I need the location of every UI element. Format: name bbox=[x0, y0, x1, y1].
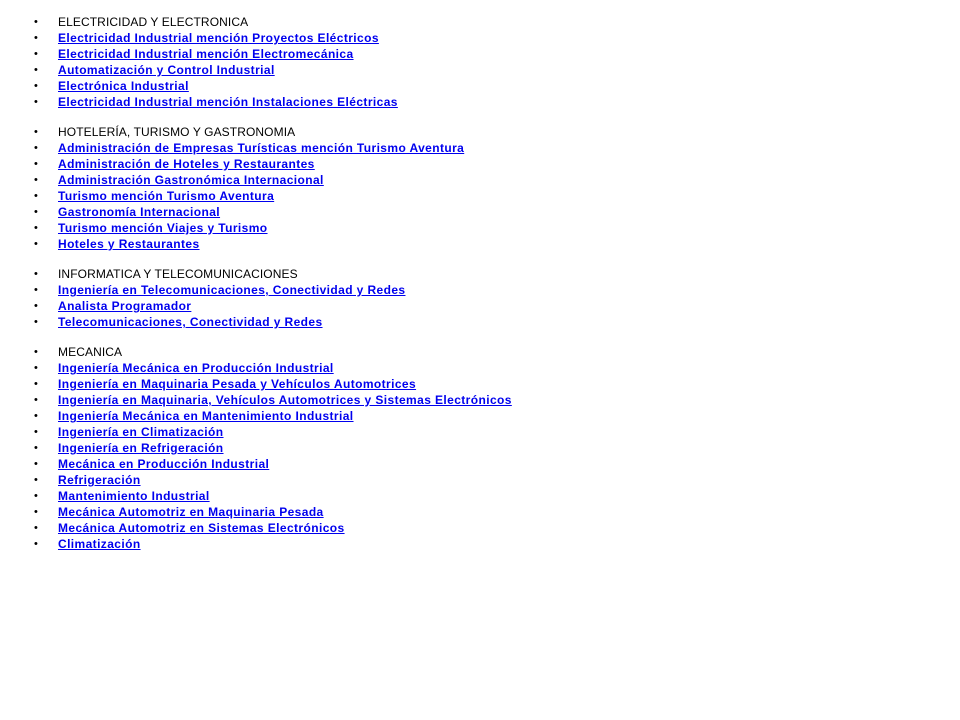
bullet-icon: • bbox=[34, 284, 38, 296]
program-link-climatizacion[interactable]: Climatización bbox=[58, 537, 141, 551]
program-link-ingenieria-en-maquinaria-vehiculos-automotrices-y-sistemas-electronicos[interactable]: Ingeniería en Maquinaria, Vehículos Automotrices y Sistemas Electrónicos bbox=[58, 393, 512, 407]
list-item bbox=[0, 46, 960, 62]
section-heading-row bbox=[0, 14, 960, 30]
list-item bbox=[0, 456, 960, 472]
list-item bbox=[0, 440, 960, 456]
list-item bbox=[0, 392, 960, 408]
list-item bbox=[0, 172, 960, 188]
list-item bbox=[0, 360, 960, 376]
section-informatica-y-telecomunicaciones bbox=[0, 266, 960, 330]
program-link-mecanica-automotriz-en-maquinaria-pesada[interactable]: Mecánica Automotriz en Maquinaria Pesada bbox=[58, 505, 324, 519]
section-mecanica bbox=[0, 344, 960, 552]
list-item bbox=[0, 220, 960, 236]
list-item bbox=[0, 204, 960, 220]
bullet-icon: • bbox=[34, 474, 38, 486]
list-item bbox=[0, 376, 960, 392]
bullet-icon: • bbox=[34, 300, 38, 312]
bullet-icon: • bbox=[34, 506, 38, 518]
program-link-administracion-de-empresas-turisticas-mencion-turismo-aventura[interactable]: Administración de Empresas Turísticas mención Turismo Aventura bbox=[58, 141, 465, 155]
bullet-icon: • bbox=[34, 142, 38, 154]
bullet-icon: • bbox=[34, 522, 38, 534]
bullet-icon: • bbox=[34, 64, 38, 76]
program-link-hoteles-y-restaurantes[interactable]: Hoteles y Restaurantes bbox=[58, 237, 200, 251]
bullet-icon: • bbox=[34, 490, 38, 502]
program-link-mantenimiento-industrial[interactable]: Mantenimiento Industrial bbox=[58, 489, 210, 503]
program-link-electricidad-industrial-mencion-instalaciones-electricas[interactable]: Electricidad Industrial mención Instalaciones Eléctricas bbox=[58, 95, 398, 109]
program-link-automatizacion-y-control-industrial[interactable]: Automatización y Control Industrial bbox=[58, 63, 275, 77]
program-link-ingenieria-en-refrigeracion[interactable]: Ingeniería en Refrigeración bbox=[58, 441, 224, 455]
bullet-icon: • bbox=[34, 16, 38, 28]
list-item bbox=[0, 488, 960, 504]
section-heading: INFORMATICA Y TELECOMUNICACIONES bbox=[58, 267, 298, 281]
program-link-gastronomia-internacional[interactable]: Gastronomía Internacional bbox=[58, 205, 221, 219]
list-item bbox=[0, 30, 960, 46]
program-link-ingenieria-en-telecomunicaciones-conectividad-y-redes[interactable]: Ingeniería en Telecomunicaciones, Conectividad y Redes bbox=[58, 283, 406, 297]
list-item bbox=[0, 314, 960, 330]
bullet-icon: • bbox=[34, 190, 38, 202]
list-item bbox=[0, 520, 960, 536]
bullet-icon: • bbox=[34, 316, 38, 328]
bullet-icon: • bbox=[34, 96, 38, 108]
section-electricidad-y-electronica bbox=[0, 14, 960, 110]
program-list-page bbox=[0, 14, 960, 566]
section-heading-row bbox=[0, 344, 960, 360]
list-item bbox=[0, 94, 960, 110]
program-link-telecomunicaciones-conectividad-y-redes[interactable]: Telecomunicaciones, Conectividad y Redes bbox=[58, 315, 323, 329]
bullet-icon: • bbox=[34, 268, 38, 280]
list-item bbox=[0, 140, 960, 156]
section-heading: MECANICA bbox=[58, 345, 123, 359]
bullet-icon: • bbox=[34, 174, 38, 186]
program-link-mecanica-automotriz-en-sistemas-electronicos[interactable]: Mecánica Automotriz en Sistemas Electrónicos bbox=[58, 521, 345, 535]
list-item bbox=[0, 424, 960, 440]
bullet-icon: • bbox=[34, 158, 38, 170]
bullet-icon: • bbox=[34, 346, 38, 358]
bullet-icon: • bbox=[34, 206, 38, 218]
bullet-icon: • bbox=[34, 410, 38, 422]
program-link-administracion-gastronomica-internacional[interactable]: Administración Gastronómica Internacional bbox=[58, 173, 324, 187]
list-item bbox=[0, 156, 960, 172]
program-link-ingenieria-mecanica-en-produccion-industrial[interactable]: Ingeniería Mecánica en Producción Industrial bbox=[58, 361, 334, 375]
program-link-electricidad-industrial-mencion-proyectos-electricos[interactable]: Electricidad Industrial mención Proyectos Eléctricos bbox=[58, 31, 379, 45]
section-heading-row bbox=[0, 266, 960, 282]
bullet-icon: • bbox=[34, 394, 38, 406]
program-link-turismo-mencion-turismo-aventura[interactable]: Turismo mención Turismo Aventura bbox=[58, 189, 275, 203]
list-item bbox=[0, 504, 960, 520]
program-link-ingenieria-mecanica-en-mantenimiento-industrial[interactable]: Ingeniería Mecánica en Mantenimiento Industrial bbox=[58, 409, 354, 423]
section-heading-row bbox=[0, 124, 960, 140]
bullet-icon: • bbox=[34, 442, 38, 454]
bullet-icon: • bbox=[34, 238, 38, 250]
bullet-icon: • bbox=[34, 538, 38, 550]
bullet-icon: • bbox=[34, 378, 38, 390]
section-heading: HOTELERÍA, TURISMO Y GASTRONOMIA bbox=[58, 125, 296, 139]
program-link-administracion-de-hoteles-y-restaurantes[interactable]: Administración de Hoteles y Restaurantes bbox=[58, 157, 315, 171]
program-link-refrigeracion[interactable]: Refrigeración bbox=[58, 473, 141, 487]
list-item bbox=[0, 62, 960, 78]
section-hoteleria-turismo-y-gastronomia bbox=[0, 124, 960, 252]
bullet-icon: • bbox=[34, 458, 38, 470]
program-link-ingenieria-en-maquinaria-pesada-y-vehiculos-automotrices[interactable]: Ingeniería en Maquinaria Pesada y Vehículos Automotrices bbox=[58, 377, 417, 391]
program-link-mecanica-en-produccion-industrial[interactable]: Mecánica en Producción Industrial bbox=[58, 457, 270, 471]
bullet-icon: • bbox=[34, 362, 38, 374]
program-link-electricidad-industrial-mencion-electromecanica[interactable]: Electricidad Industrial mención Electromecánica bbox=[58, 47, 354, 61]
list-item bbox=[0, 188, 960, 204]
list-item bbox=[0, 472, 960, 488]
list-item bbox=[0, 298, 960, 314]
bullet-icon: • bbox=[34, 32, 38, 44]
list-item bbox=[0, 236, 960, 252]
section-heading: ELECTRICIDAD Y ELECTRONICA bbox=[58, 15, 249, 29]
program-link-ingenieria-en-climatizacion[interactable]: Ingeniería en Climatización bbox=[58, 425, 224, 439]
list-item bbox=[0, 282, 960, 298]
bullet-icon: • bbox=[34, 48, 38, 60]
bullet-icon: • bbox=[34, 126, 38, 138]
bullet-icon: • bbox=[34, 222, 38, 234]
list-item bbox=[0, 408, 960, 424]
program-link-turismo-mencion-viajes-y-turismo[interactable]: Turismo mención Viajes y Turismo bbox=[58, 221, 268, 235]
list-item bbox=[0, 78, 960, 94]
program-link-analista-programador[interactable]: Analista Programador bbox=[58, 299, 192, 313]
program-link-electronica-industrial[interactable]: Electrónica Industrial bbox=[58, 79, 189, 93]
bullet-icon: • bbox=[34, 80, 38, 92]
bullet-icon: • bbox=[34, 426, 38, 438]
list-item bbox=[0, 536, 960, 552]
